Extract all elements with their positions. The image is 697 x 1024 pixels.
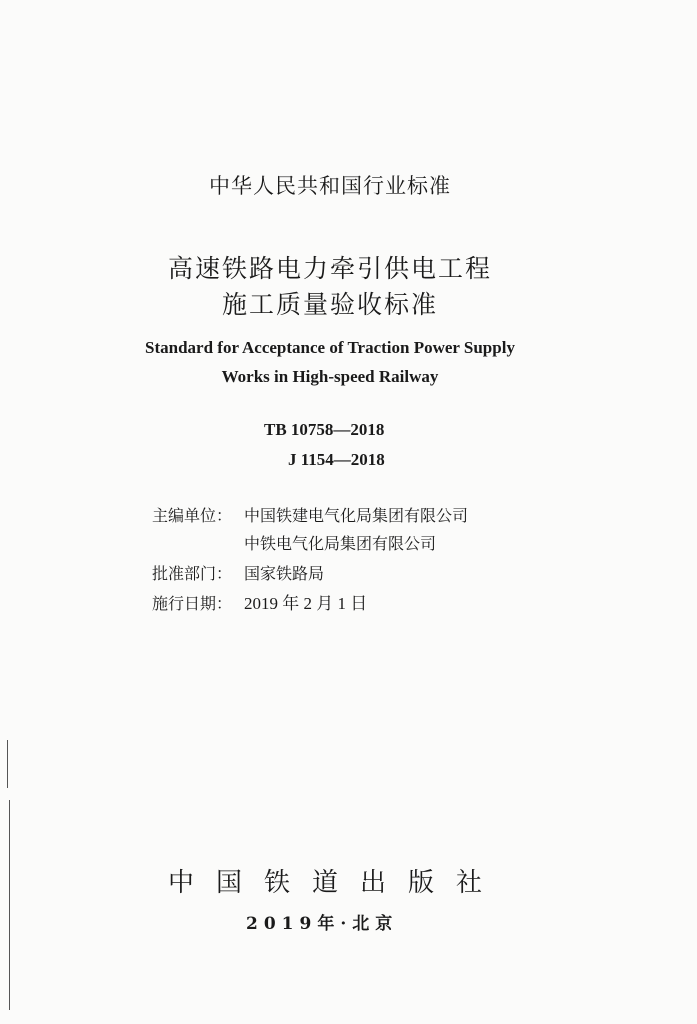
scan-margin-mark bbox=[7, 740, 8, 788]
editor-value-2: 中铁电气化局集团有限公司 bbox=[244, 534, 437, 553]
editor-row-2 bbox=[244, 531, 436, 554]
editor-label: 主编单位： bbox=[152, 506, 233, 525]
title-cn-line2: 施工质量验收标准 bbox=[221, 290, 438, 319]
effective-value: 2019 年 2 月 1 日 bbox=[244, 594, 368, 613]
effective-label: 施行日期： bbox=[152, 594, 233, 613]
effective-date-row bbox=[152, 589, 367, 614]
publisher-name: 中国铁道出版社 bbox=[168, 868, 505, 898]
approver-row bbox=[152, 561, 324, 584]
scan-margin-mark bbox=[9, 800, 10, 1010]
publication-date: 2019年·北京 bbox=[246, 914, 399, 934]
title-cn-line1: 高速铁路电力牵引供电工程 bbox=[167, 254, 492, 283]
editor-row bbox=[152, 503, 468, 526]
approver-label: 批准部门： bbox=[152, 564, 233, 583]
standard-code-j: J 1154—2018 bbox=[288, 450, 385, 469]
title-en-line2: Works in High-speed Railway bbox=[221, 367, 439, 386]
standard-code-tb: TB 10758—2018 bbox=[264, 420, 385, 439]
title-en-line1: Standard for Acceptance of Traction Power Supply bbox=[145, 338, 515, 357]
editor-value-1: 中国铁建电气化局集团有限公司 bbox=[244, 506, 469, 525]
approver-value: 国家铁路局 bbox=[244, 564, 325, 583]
series-title: 中华人民共和国行业标准 bbox=[209, 174, 451, 198]
